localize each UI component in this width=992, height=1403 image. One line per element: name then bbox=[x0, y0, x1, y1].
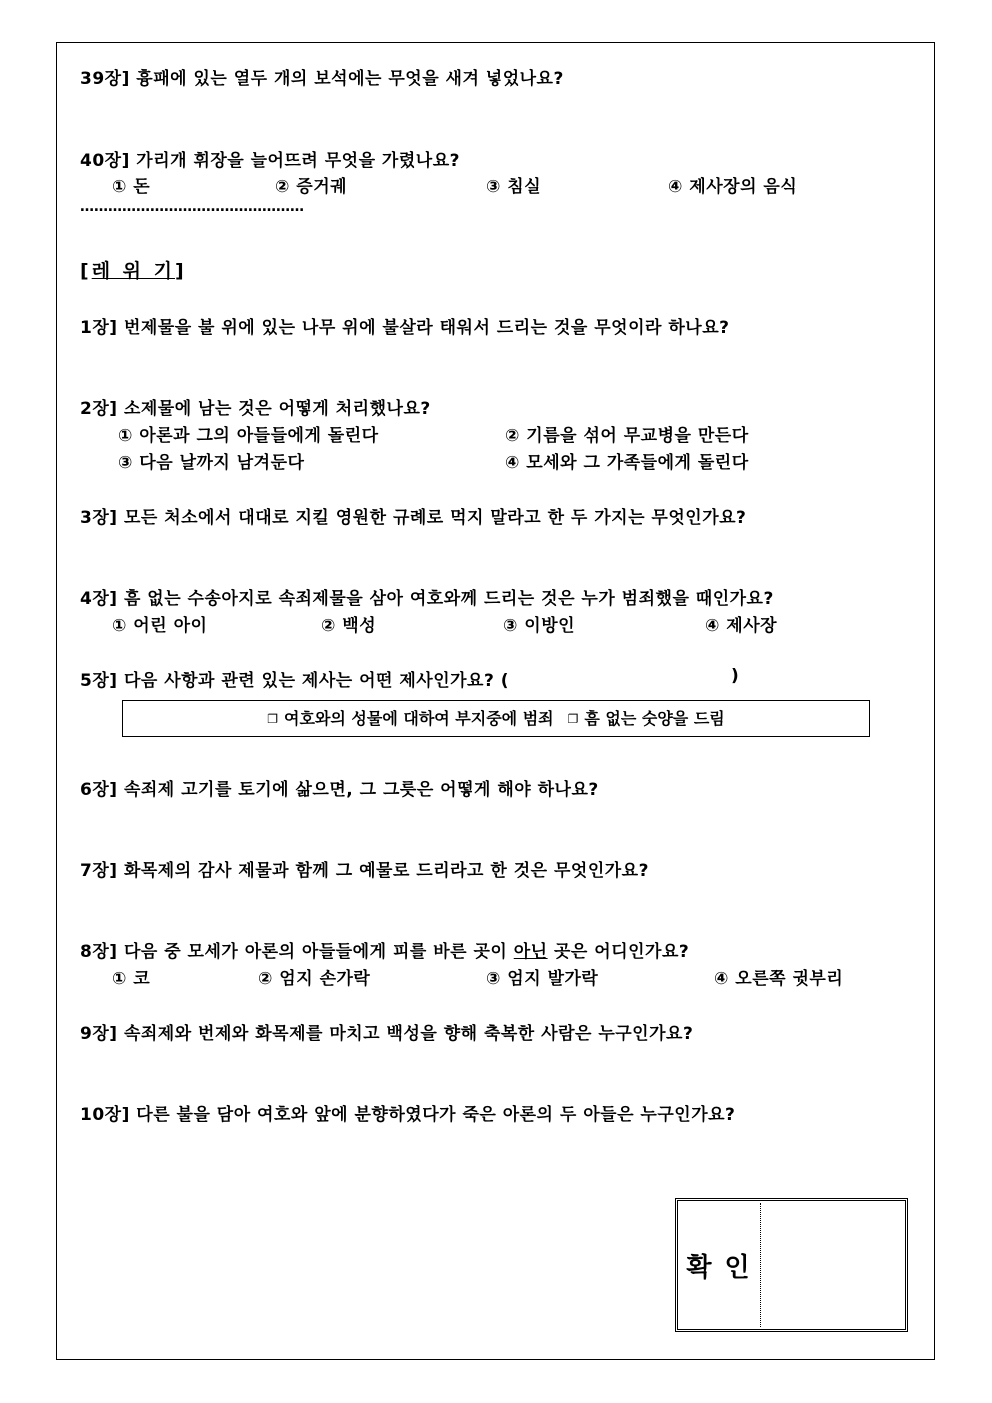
l8-underlined-word: 아닌 bbox=[513, 942, 548, 962]
l8-option-3: ③ 엄지 발가락 bbox=[486, 969, 599, 989]
l2-option-1: ① 아론과 그의 아들들에게 돌린다 bbox=[118, 426, 379, 446]
l2-option-2: ② 기름을 섞어 무교병을 만든다 bbox=[505, 426, 749, 446]
checkbox-icon: ❐ bbox=[267, 712, 279, 726]
question-l6: 6장] 속죄제 고기를 토기에 삶으면, 그 그릇은 어떻게 해야 하나요? bbox=[80, 780, 599, 800]
q40-option-4: ④ 제사장의 음식 bbox=[668, 177, 798, 197]
question-l10: 10장] 다른 불을 담아 여호와 앞에 분향하였다가 죽은 아론의 두 아들은 누구인가요? bbox=[80, 1105, 736, 1125]
q40-option-1: ① 돈 bbox=[112, 177, 151, 197]
confirm-divider bbox=[760, 1203, 761, 1327]
section-title: [레 위 기] bbox=[80, 260, 187, 282]
question-39: 39장] 흉패에 있는 열두 개의 보석에는 무엇을 새겨 넣었나요? bbox=[80, 69, 564, 89]
checkbox-icon: ❐ bbox=[567, 712, 579, 726]
l8-option-2: ② 엄지 손가락 bbox=[258, 969, 371, 989]
question-l2: 2장] 소제물에 남는 것은 어떻게 처리했나요? bbox=[80, 399, 431, 419]
l4-option-4: ④ 제사장 bbox=[705, 616, 778, 636]
question-l7: 7장] 화목제의 감사 제물과 함께 그 예물로 드리라고 한 것은 무엇인가요? bbox=[80, 861, 649, 881]
l4-option-2: ② 백성 bbox=[321, 616, 377, 636]
l8-text-pre: 8장] 다음 중 모세가 아론의 아들들에게 피를 바른 곳이 bbox=[80, 942, 514, 962]
question-l1: 1장] 번제물을 불 위에 있는 나무 위에 불살라 태워서 드리는 것을 무엇이라 하나요? bbox=[80, 318, 730, 338]
q40-option-2: ② 증거궤 bbox=[275, 177, 348, 197]
dotted-separator: ………………………………………… bbox=[80, 199, 304, 215]
l2-option-4: ④ 모세와 그 가족들에게 돌린다 bbox=[505, 453, 749, 473]
question-l3: 3장] 모든 처소에서 대대로 지킬 영원한 규례로 먹지 말라고 한 두 가지는 무엇인가요? bbox=[80, 508, 747, 528]
hint-item-2: 흠 없는 숫양을 드림 bbox=[584, 709, 725, 728]
question-l5: 5장] 다음 사항과 관련 있는 제사는 어떤 제사인가요? ( bbox=[80, 671, 510, 691]
l8-option-1: ① 코 bbox=[112, 969, 151, 989]
question-40: 40장] 가리개 휘장을 늘어뜨려 무엇을 가렸나요? bbox=[80, 151, 460, 171]
question-l8 bbox=[80, 937, 689, 962]
l4-option-3: ③ 이방인 bbox=[503, 616, 576, 636]
question-l9: 9장] 속죄제와 번제와 화목제를 마치고 백성을 향해 축복한 사람은 누구인가요? bbox=[80, 1024, 694, 1044]
section-title-text: 레 위 기 bbox=[91, 260, 175, 282]
l4-option-1: ① 어린 아이 bbox=[112, 616, 208, 636]
hint-box bbox=[122, 700, 870, 737]
l8-option-4: ④ 오른쪽 귓부리 bbox=[714, 969, 844, 989]
q40-option-3: ③ 침실 bbox=[486, 177, 542, 197]
question-l4: 4장] 흠 없는 수송아지로 속죄제물을 삼아 여호와께 드리는 것은 누가 범죄했을 때인가요? bbox=[80, 589, 774, 609]
answer-blank-close: ) bbox=[731, 666, 740, 686]
confirm-label: 확 인 bbox=[686, 1253, 752, 1283]
hint-item-1: 여호와의 성물에 대하여 부지중에 범죄 bbox=[284, 709, 554, 728]
l8-text-post: 곳은 어디인가요? bbox=[547, 942, 690, 962]
confirm-box bbox=[675, 1198, 908, 1332]
l2-option-3: ③ 다음 날까지 남겨둔다 bbox=[118, 453, 305, 473]
